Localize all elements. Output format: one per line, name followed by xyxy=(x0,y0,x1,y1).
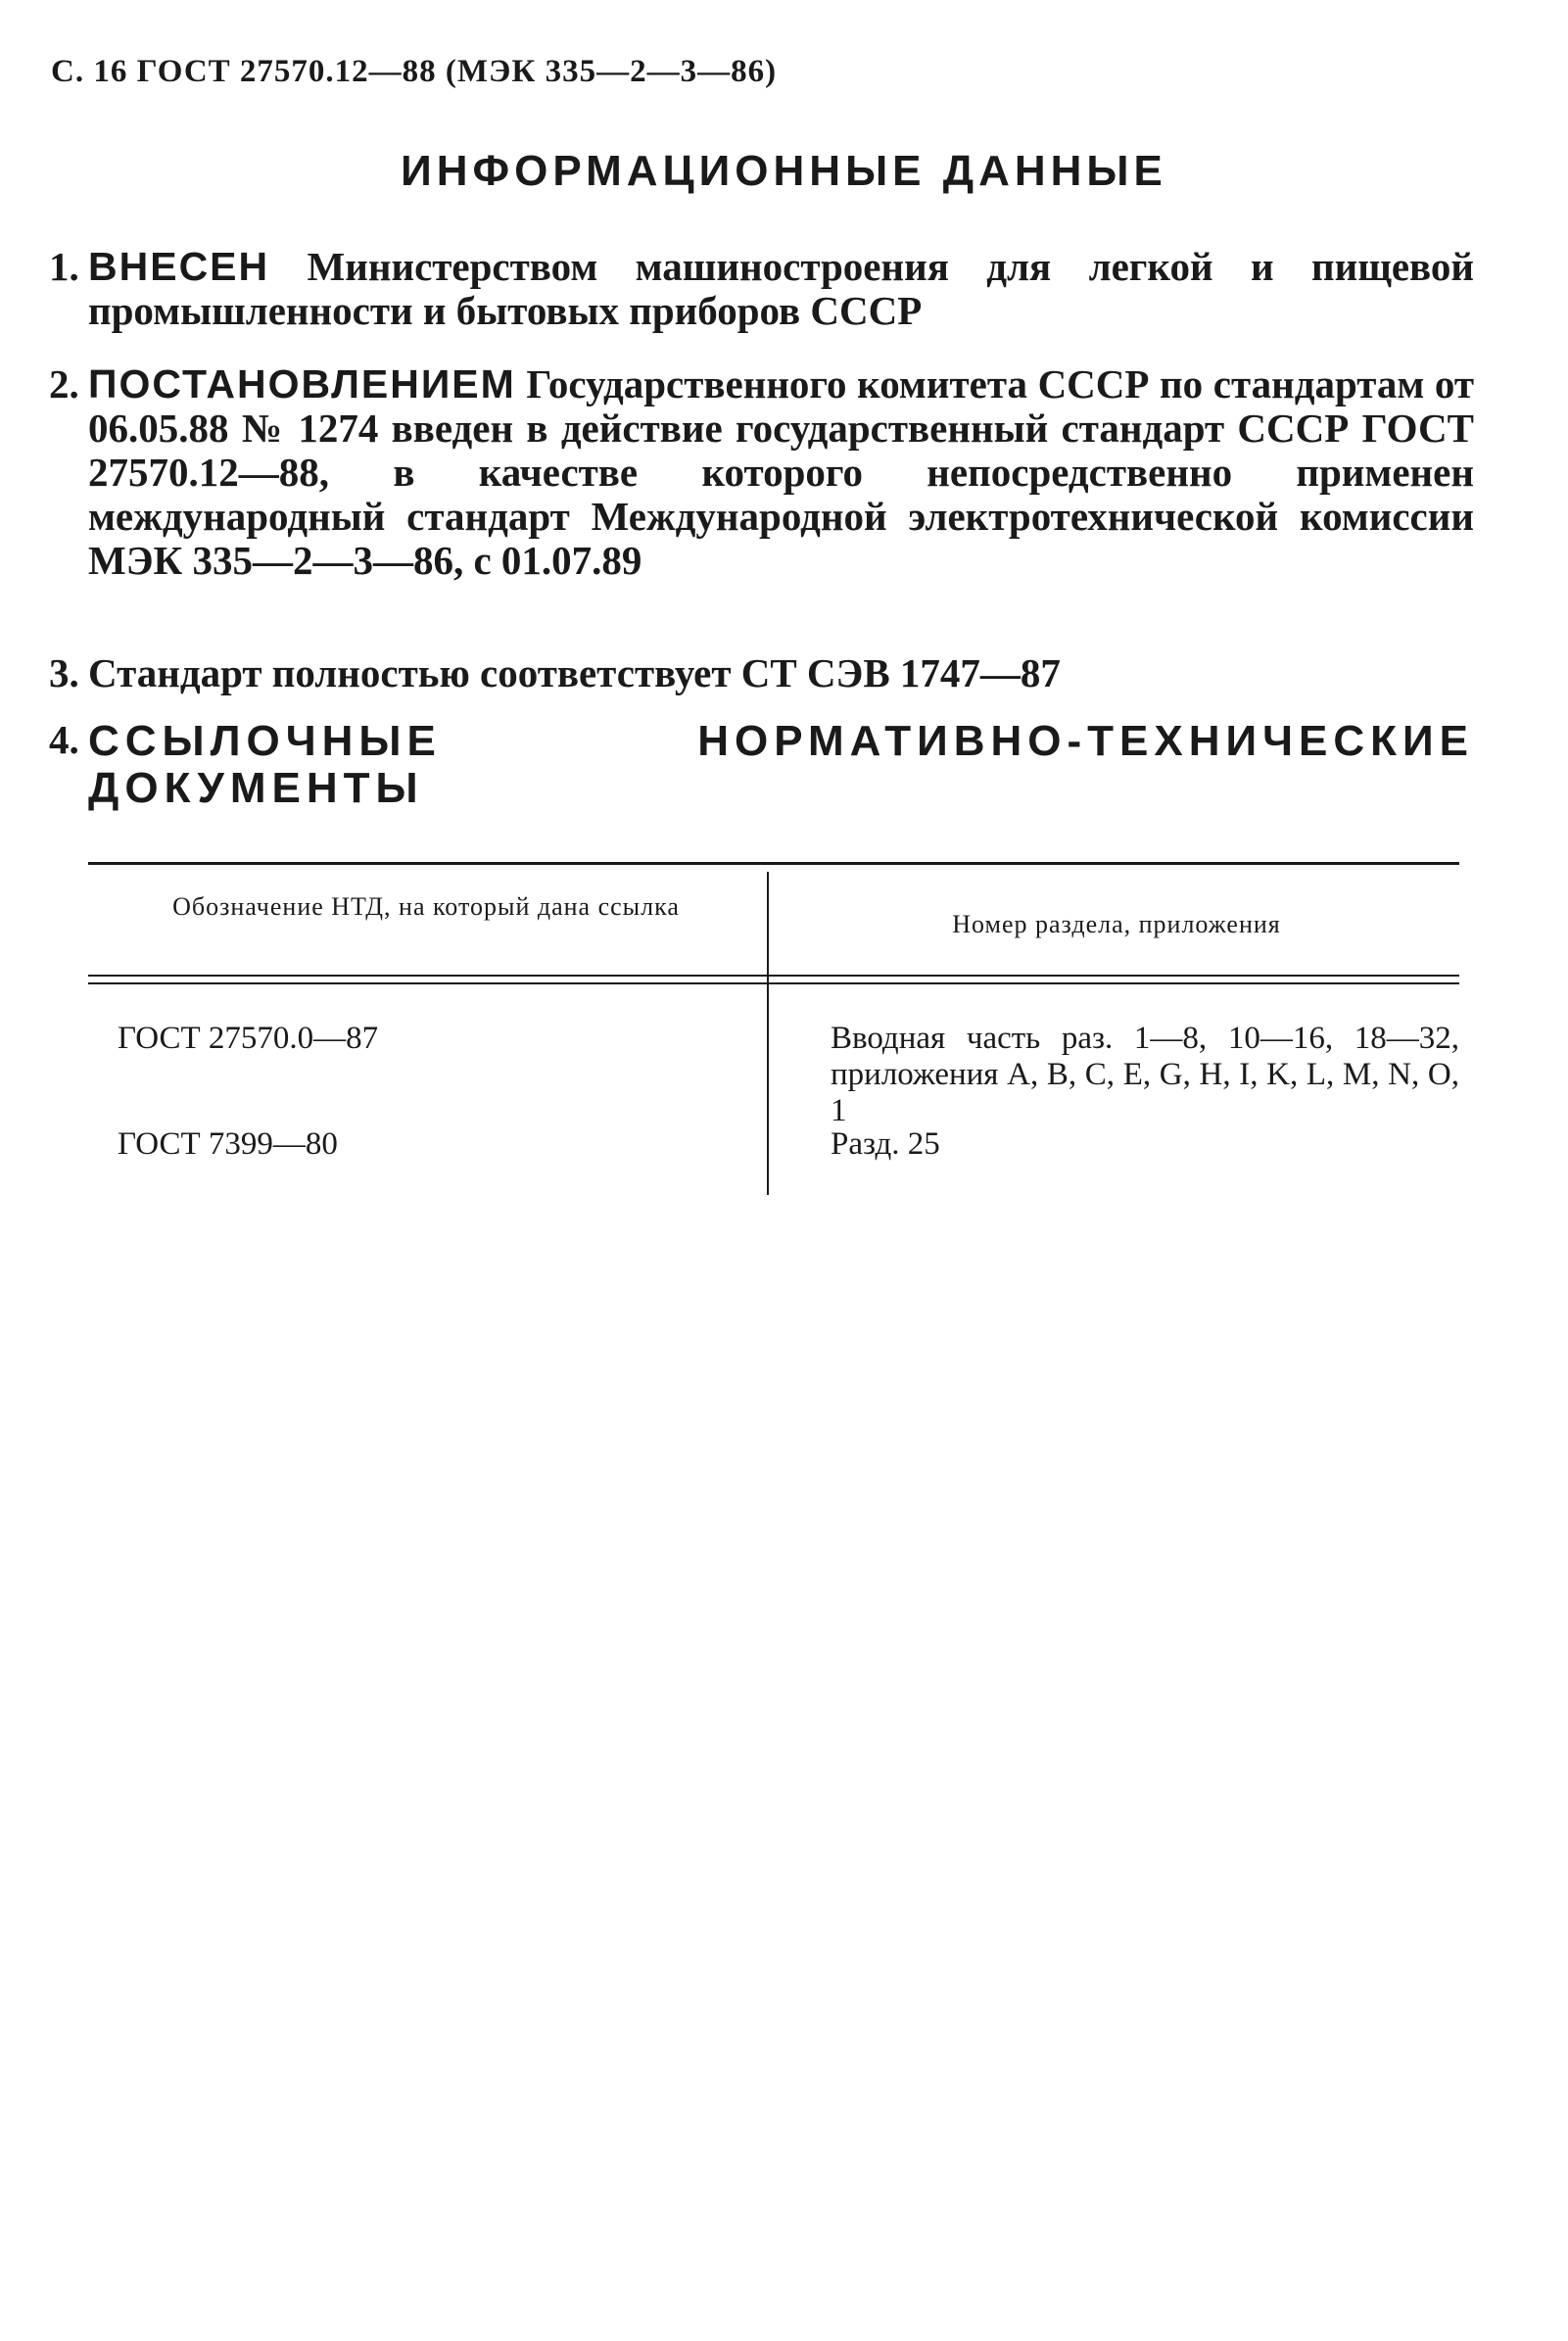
table-header-sections: Номер раздела, приложения xyxy=(952,910,1281,938)
table-header-rule xyxy=(88,982,1459,984)
table-cell-document: ГОСТ 27570.0—87 xyxy=(118,1021,379,1056)
item-text: ССЫЛОЧНЫЕ НОРМАТИВНО-ТЕХНИЧЕСКИЕ ДОКУМЕНТЫ xyxy=(88,717,1474,812)
table-header-rule xyxy=(88,975,1459,977)
item-number: 4. xyxy=(49,717,79,762)
table-cell-sections: Разд. 25 xyxy=(831,1126,940,1162)
item-text: Министерством машиностроения для легкой и пищевой промышленности и бытовых приборов СССР xyxy=(88,244,1474,333)
item-lead: ПОСТАНОВЛЕНИЕМ xyxy=(88,361,516,406)
table-cell-sections: Вводная часть раз. 1—8, 10—16, 18—32, приложения A, B, C, E, G, H, I, K, L, M, N, O, 1 xyxy=(831,1021,1459,1128)
item-text: Государственного комитета СССР по стандартам от 06.05.88 № 1274 введен в действие государственный стандарт СССР ГОСТ 27570.12—88, в качестве которого непосредственно применен международный стандарт Международной электротехнической комиссии МЭК 335—2—3—86, с 01.07.89 xyxy=(88,361,1474,583)
info-item-2 xyxy=(49,361,1474,583)
item-number: 3. xyxy=(49,650,79,695)
table-header-document: Обозначение НТД, на который дана ссылка xyxy=(172,892,680,921)
info-item-4 xyxy=(49,717,1474,812)
running-header: С. 16 ГОСТ 27570.12—88 (МЭК 335—2—3—86) xyxy=(51,54,778,89)
item-number: 2. xyxy=(49,361,79,406)
item-number: 1. xyxy=(49,244,79,289)
table-column-divider xyxy=(767,872,769,1195)
item-lead: ВНЕСЕН xyxy=(88,244,270,289)
page-title: ИНФОРМАЦИОННЫЕ ДАННЫЕ xyxy=(401,147,1167,195)
info-item-1 xyxy=(49,244,1474,333)
info-item-3 xyxy=(49,650,1474,695)
table-top-rule xyxy=(88,862,1459,865)
table-cell-document: ГОСТ 7399—80 xyxy=(118,1126,338,1162)
item-text: Стандарт полностью соответствует СТ СЭВ 1747—87 xyxy=(88,650,1061,695)
